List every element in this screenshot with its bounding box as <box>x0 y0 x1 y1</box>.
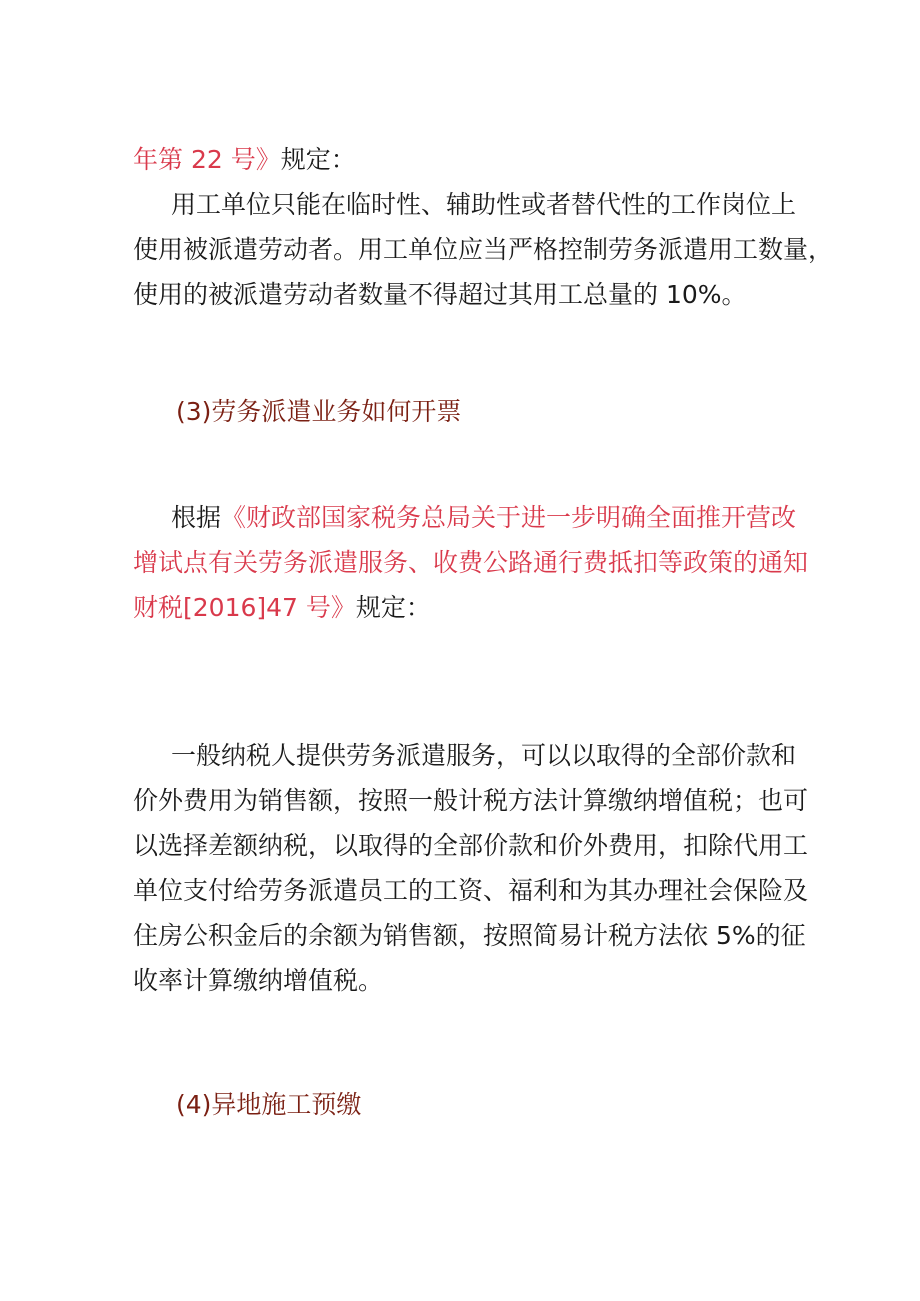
text-line: 用工单位只能在临时性、辅助性或者替代性的工作岗位上 <box>171 190 797 219</box>
text-line: 使用被派遣劳动者。用工单位应当严格控制劳务派遣用工数量， <box>133 235 834 264</box>
text-span: 规定： <box>280 145 356 174</box>
text-line: 单位支付给劳务派遣员工的工资、福利和为其办理社会保险及 <box>133 876 809 905</box>
paragraph-regulation-citation <box>133 137 834 317</box>
text-line <box>133 495 795 540</box>
text-line <box>133 137 795 182</box>
text-line: 住房公积金后的余额为销售额，按照简易计税方法依 5%的征 <box>133 921 806 950</box>
section-heading-3: (3)劳务派遣业务如何开票 <box>176 397 462 426</box>
text-span: 根据 <box>171 503 222 532</box>
citation-text: 年第 22 号》 <box>133 145 281 174</box>
text-line: 以选择差额纳税，以取得的全部价款和价外费用，扣除代用工 <box>133 831 809 860</box>
paragraph-notice-citation <box>133 495 809 630</box>
text-line <box>133 585 795 630</box>
text-line: 一般纳税人提供劳务派遣服务，可以以取得的全部价款和 <box>171 741 797 770</box>
text-line: 使用的被派遣劳动者数量不得超过其用工总量的 10%。 <box>133 280 747 309</box>
paragraph-vat-rules <box>133 733 809 1003</box>
text-line: 收率计算缴纳增值税。 <box>133 966 384 995</box>
citation-text: 财税[2016]47 号》 <box>133 593 356 622</box>
text-line: 价外费用为销售额，按照一般计税方法计算缴纳增值税；也可 <box>133 786 809 815</box>
citation-text: 增试点有关劳务派遣服务、收费公路通行费抵扣等政策的通知 <box>133 548 809 577</box>
citation-text: 《财政部国家税务总局关于进一步明确全面推开营改 <box>221 503 797 532</box>
section-heading-4: (4)异地施工预缴 <box>176 1090 362 1119</box>
text-span: 规定： <box>355 593 431 622</box>
